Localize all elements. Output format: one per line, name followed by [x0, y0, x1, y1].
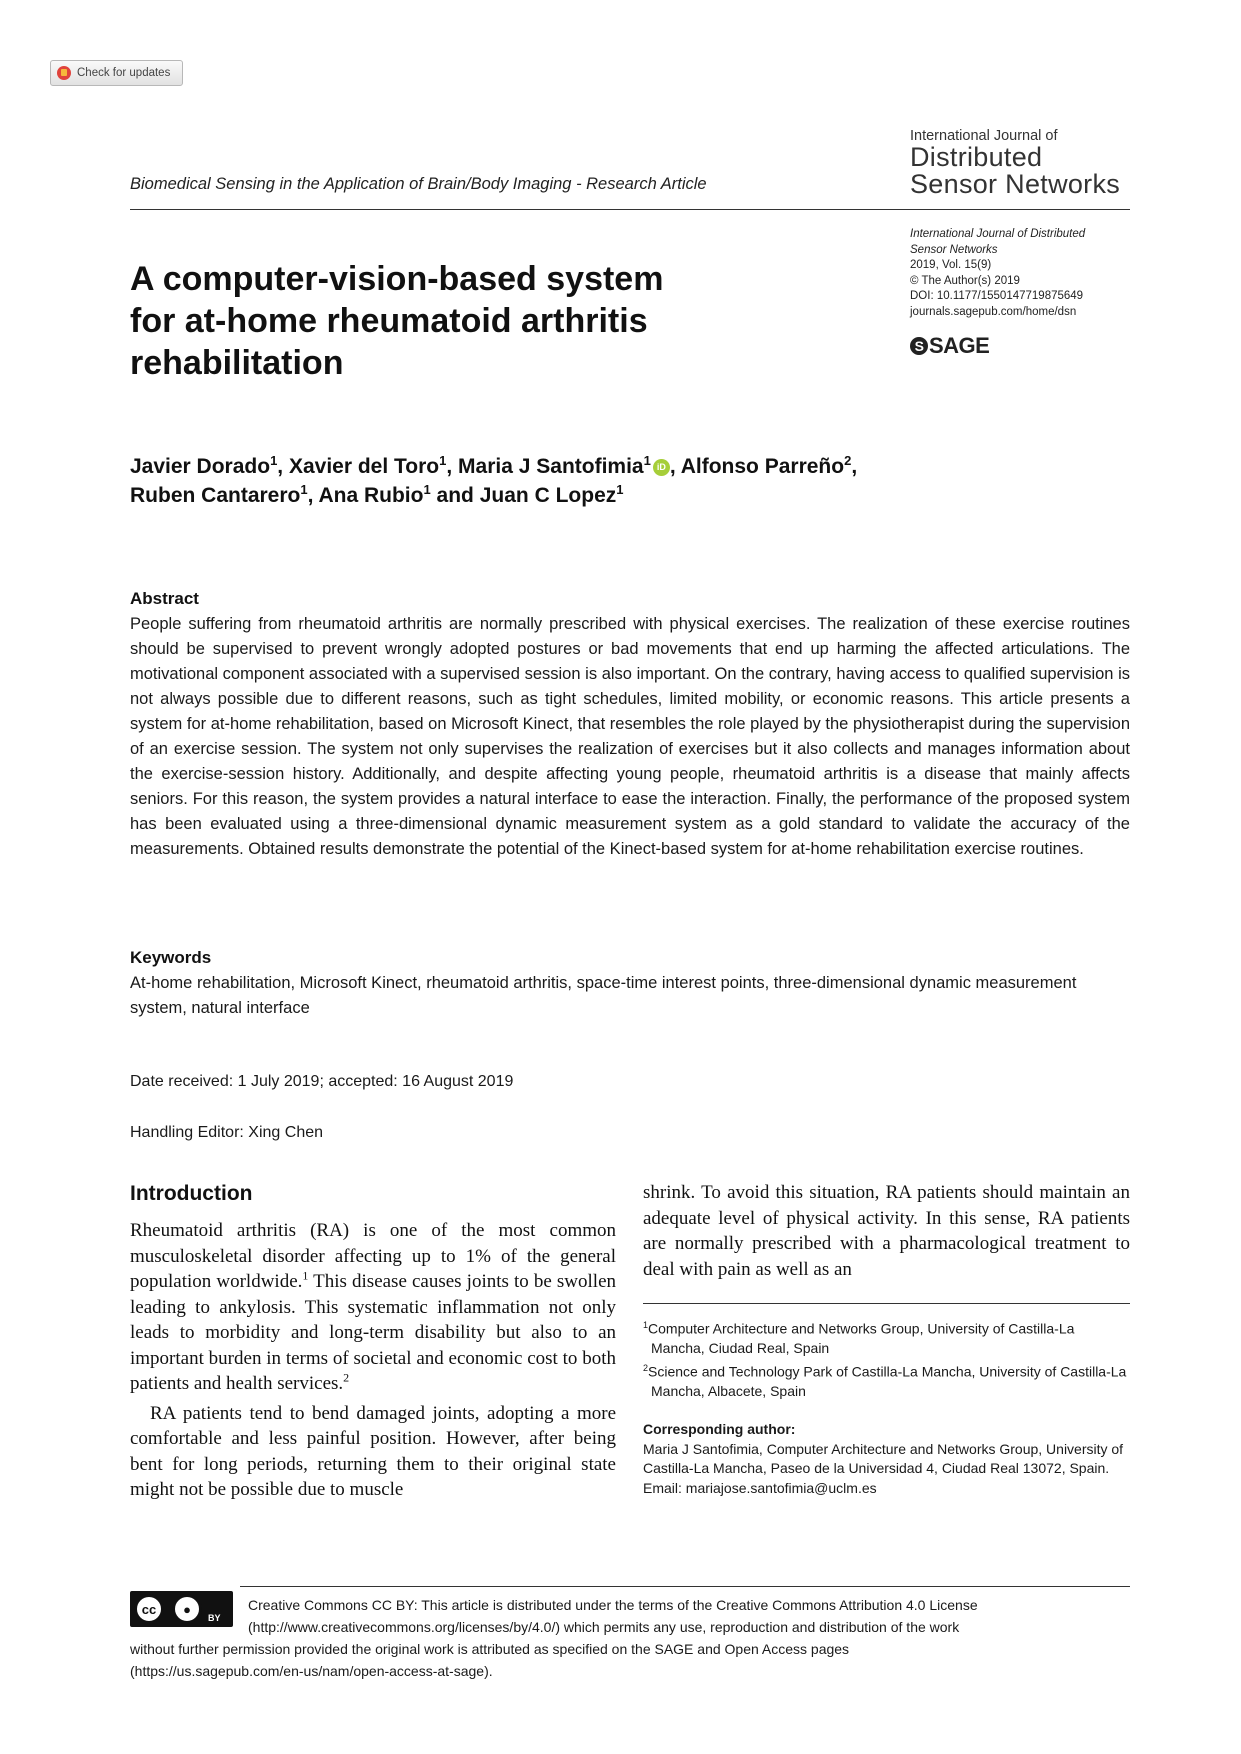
introduction-heading: Introduction: [130, 1182, 253, 1205]
paper-title-line2: for at-home rheumatoid arthritis: [130, 302, 648, 340]
author-name: Xavier del Toro: [288, 455, 440, 478]
author-separator: and: [430, 484, 480, 507]
corresponding-author-address: Maria J Santofimia, Computer Architecture and Networks Group, University of Castilla-La Mancha, Paseo de la Universidad 4, Ciudad Real 13072, Spain.: [643, 1440, 1124, 1476]
license-link[interactable]: (http://www.creativecommons.org/licenses/by/4.0/) which permits any use, reproduction and distribution of the work: [248, 1619, 960, 1635]
affiliations: [643, 1316, 1130, 1401]
sage-logo-text: SAGE: [929, 333, 990, 358]
corresponding-author: [643, 1420, 1130, 1498]
paper-title-line1: A computer-vision-based system: [130, 260, 664, 298]
body-paragraph: [130, 1218, 616, 1397]
author-name: Alfonso Parreño: [680, 455, 845, 478]
check-for-updates-label: Check for updates: [77, 67, 171, 79]
author-separator: ,: [277, 455, 289, 478]
orcid-icon[interactable]: iD: [653, 459, 670, 476]
author-affiliation-mark: 1: [616, 482, 624, 497]
body-column-right: [643, 1180, 1130, 1282]
author-affiliation-mark: 1: [643, 453, 651, 468]
footnote-divider: [643, 1303, 1130, 1304]
affiliation-number: 2: [643, 1362, 649, 1373]
license-line: Creative Commons CC BY: This article is distributed under the terms of the Creative Commons Attribution 4.0 License: [248, 1597, 978, 1613]
author-list: [130, 452, 1030, 510]
journal-url-link[interactable]: journals.sagepub.com/home/dsn: [910, 305, 1077, 318]
corresponding-author-email[interactable]: Email: mariajose.santofimia@uclm.es: [643, 1479, 877, 1496]
author-name: Maria J Santofimia: [458, 455, 644, 478]
affiliation-item: [643, 1316, 1130, 1359]
author-name: Ruben Cantarero: [130, 484, 301, 507]
article-dates: Date received: 1 July 2019; accepted: 16 August 2019: [130, 1073, 514, 1090]
doi-link[interactable]: DOI: 10.1177/1550147719875649: [910, 290, 1084, 302]
handling-editor: Handling Editor: Xing Chen: [130, 1124, 324, 1141]
citation-ref[interactable]: 1: [302, 1268, 309, 1283]
body-paragraph: shrink. To avoid this situation, RA patients should maintain an adequate level of physical activity. In this sense, RA patients are normally prescribed with a pharmacological treatment to deal with pain as well as an: [643, 1182, 1130, 1280]
crossmark-icon: [57, 66, 71, 80]
abstract-text: People suffering from rheumatoid arthritis are normally prescribed with physical exercises. The realization of these exercise routines should be supervised to prevent wrongly adopted postures or bad movements that end up harming the affected articulations. The motivational component associated with a supervised session is also important. On the contrary, having access to qualified supervision is not always possible due to different reasons, such as tight schedules, limited mobility, or economic reasons. This article presents a system for at-home rehabilitation, based on Microsoft Kinect, that resembles the role played by the physiotherapist during the supervision of an exercise session. The system not only supervises the realization of exercises but it also collects and manages information about the exercise-session history. Additionally, and despite affecting young people, rheumatoid arthritis is a disease that mainly affects seniors. For this reason, the system provides a natural interface to ease the interaction. Finally, the performance of the proposed system has been evaluated using a three-dimensional dynamic measurement system as a gold standard to validate the accuracy of the measurements. Obtained results demonstrate the potential of the Kinect-based system for at-home rehabilitation exercise routines.: [130, 615, 1130, 858]
cc-by-label: BY: [208, 1613, 221, 1623]
journal-logo-line3: Sensor Networks: [910, 169, 1121, 199]
body-paragraph: RA patients tend to bend damaged joints, adopting a more comfortable and less painful position. However, after being bent for long periods, returning them to their original state might not be possible due to muscle: [130, 1402, 616, 1500]
article-section-label: Biomedical Sensing in the Application of Brain/Body Imaging - Research Article: [130, 175, 707, 193]
journal-metadata: [910, 227, 1150, 320]
author-separator: ,: [669, 455, 681, 478]
author-affiliation-mark: 1: [439, 453, 447, 468]
affiliation-text: Science and Technology Park of Castilla-La Mancha, University of Castilla-La Mancha, Albacete, Spain: [648, 1363, 1127, 1399]
journal-logo: [910, 128, 1120, 198]
author-name: Juan C Lopez: [479, 484, 617, 507]
license-divider: [240, 1586, 1130, 1587]
sage-logo: [910, 333, 989, 359]
citation-ref[interactable]: 2: [343, 1370, 350, 1385]
author-affiliation-mark: 1: [300, 482, 308, 497]
license-link[interactable]: (https://us.sagepub.com/en-us/nam/open-access-at-sage).: [130, 1663, 493, 1679]
abstract-heading: Abstract: [130, 589, 199, 608]
sage-s-icon: S: [910, 337, 928, 355]
license-text: [130, 1594, 1130, 1682]
affiliation-number: 1: [643, 1320, 649, 1330]
journal-name-line1: International Journal of Distributed: [910, 228, 1086, 240]
affiliation-text: Computer Architecture and Networks Group, University of Castilla-La Mancha, Ciudad Real, Spain: [648, 1320, 1075, 1357]
license-line: without further permission provided the original work is attributed as specified on the SAGE and Open Access pages: [130, 1641, 850, 1657]
author-affiliation-mark: 2: [844, 453, 852, 468]
check-for-updates-button[interactable]: [50, 60, 183, 86]
author-separator: ,: [446, 455, 459, 478]
affiliation-item: [643, 1359, 1130, 1402]
paper-title: [130, 258, 750, 384]
paper-title-line3: rehabilitation: [130, 344, 344, 382]
body-column-left: [130, 1218, 616, 1503]
author-affiliation-mark: 1: [423, 482, 431, 497]
journal-volume: 2019, Vol. 15(9): [910, 259, 992, 271]
corresponding-author-heading: Corresponding author:: [643, 1421, 796, 1437]
body-text-run: This disease causes joints to be swollen leading to ankylosis. This systematic inflammation not only leads to morbidity and long-term disability but also to an important burden in terms of societal and economic cost to both patients and health services.: [130, 1271, 617, 1394]
author-name: Ana Rubio: [318, 484, 424, 507]
author-separator: ,: [851, 455, 858, 478]
keywords-text: At-home rehabilitation, Microsoft Kinect, rheumatoid arthritis, space-time interest points, three-dimensional dynamic measurement system, natural interface: [130, 974, 1077, 1017]
journal-logo-line2: Distributed: [910, 142, 1043, 172]
author-affiliation-mark: 1: [270, 453, 278, 468]
attribution-person-icon: ●: [172, 1594, 202, 1624]
author-separator: ,: [307, 484, 319, 507]
journal-logo-line1: International Journal of: [910, 128, 1058, 144]
body-text-run: Rheumatoid arthritis (RA) is one of the most common musculoskeletal disorder affecting up to 1% of the general population worldwide.: [130, 1220, 616, 1292]
keywords-heading: Keywords: [130, 948, 212, 967]
header-divider: [130, 209, 1130, 210]
author-name: Javier Dorado: [130, 455, 271, 478]
copyright-notice: © The Author(s) 2019: [910, 274, 1020, 287]
cc-icon: cc: [134, 1594, 164, 1624]
journal-name-line2: Sensor Networks: [910, 243, 998, 256]
